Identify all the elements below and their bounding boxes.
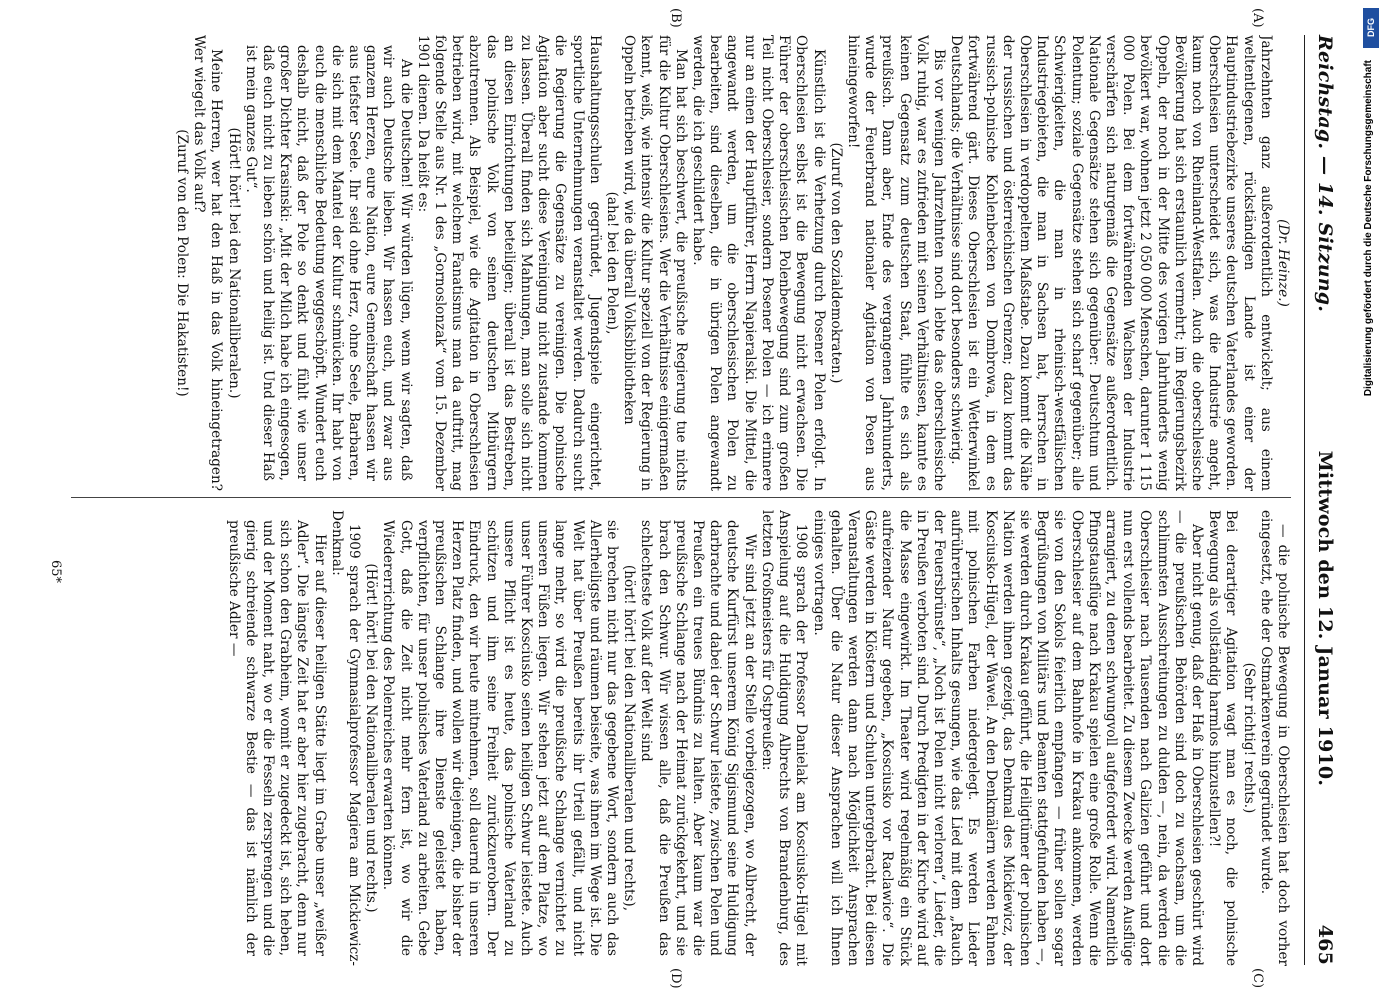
header-date: Mittwoch den 12. Januar 1910. xyxy=(1314,450,1336,787)
paragraph: 1908 sprach der Professor Danielak am Kosciusko-Hügel mit Anspielung auf die Huldigung Albrechts von Brandenburg, des letzten Großmeisters für Ostpreußen: xyxy=(758,510,810,966)
interjection: (Hört! hört! bei den Nationalliberalen und rechts.) xyxy=(363,563,380,913)
paragraph: 1909 sprach der Gymnasialprofessor Magiera am Mickiewicz-Denkmal: xyxy=(328,510,363,966)
margin-marker-d: (D) xyxy=(668,968,683,989)
right-column xyxy=(71,510,1291,966)
digitization-sidebar xyxy=(1359,8,1379,993)
paragraph: Bis vor wenigen Jahrzehnten noch lebte das oberschlesische Volk ruhig, war es zufrieden mit seinen Verhältnissen, kannte es keinen Gegensatz zum deutschen Staat, fühlte es sich als preußisch. Dann aber, Ende des vergangenen Jahrhunderts, wurde der Feuerbrand nationaler Agitation von Posen aus hineingeworfen! xyxy=(844,35,947,491)
paragraph: Künstlich ist die Verhetzung durch Posener Polen erfolgt. In Oberschlesien selbst ist die Bewegung nicht erwachsen. Die Führer der oberschlesischen Polenbewegung sind zum großen Teil nicht Oberschlesier, sondern Posener Polen — ich erinnere nur an einen der Hauptführer, Herrn Napieralski. Die Mittel, die angewandt werden, um die oberschlesischen Polen zu bearbeiten, sind dieselben, die in übrigen Polen angewandt werden, die ich geschildert habe. xyxy=(690,35,827,491)
quotation: Hier auf dieser heiligen Stätte liegt im Grabe unser „weißer Adler“. Die längste Zeit hat er aber hier zugebracht, denn nur sich schon den Grabheim, womit er zugedeckt ist, sich heben, und der Moment naht, wo er die Fesseln zersprengen und die gierig schreiende schwarze Bestie — das ist nämlich der preußische Adler — xyxy=(225,520,328,956)
header-left: Reichstag. — 14. Sitzung. xyxy=(1314,35,1336,313)
column-divider xyxy=(71,497,1291,498)
interjection: (hört! hört! bei den Nationalliberalen und rechts), xyxy=(621,564,638,912)
margin-marker-c: (C) xyxy=(1250,968,1265,989)
interjection: (Zuruf von den Sozialdemokraten.) xyxy=(827,142,844,384)
quotation: Wir sind jetzt an der Stelle vorbeigezogen, wo Albrecht, der deutsche Kurfürst unserem König Sigismund seine Huldigung darbrachte und dabei der Schwur leistete, zwischen Polen und Preußen ein treues Bündnis zu halten. Aber kaum war die preußische Schlange nach der Heimat zurückgekehrt, und sie brach den Schwur. Wir wissen alle, daß die Preußen das schlechteste Volk auf der Welt sind xyxy=(638,520,758,956)
paragraph: Aber nicht genug, daß der Haß in Oberschlesien geschürt wird — die preußischen Behörden sind doch zu wachsam, um die schlimmsten Ausschreitungen zu dulden —, nein, da werden die Oberschlesier nach Tausenden nach Galizien geführt und dort nun erst vollends bearbeitet. Zu diesem Zwecke werden Ausflüge arrangiert, zu denen schwungvoll aufgefordert wird. Namentlich Pfingstausflüge nach Krakau spielen eine große Rolle. Wenn die Oberschlesier auf dem Bahnhofe in Krakau ankommen, werden sie von den Sokols feierlich empfangen — früher sollen sogar Begrüßungen von Militärs und Beamten stattgefunden haben —, sie werden durch Krakau geführt, die Heiligtümer der polnischen Nation werden ihnen gezeigt, das Denkmal des Mickiewicz, der Kosciusko-Hügel, der Wawel. An den Denkmälern werden Fahnen mit polnischen Farben niedergelegt. Es werden Lieder aufrührerischen Inhalts gesungen, wie das Lied mit dem „Rauch der Feuersbrünste“, „Noch ist Polen nicht verloren“, Lieder, die in Preußen verboten sind. Durch Predigten in der Kirche wird auf die Masse eingewirkt. Im Theater wird regelmäßig ein Stück aufreizender Natur gegeben, „Kosciusko vor Raclawice“. Die Gäste werden in Klöstern und Schulen untergebracht. Bei diesen Veranstaltungen werden dann nach Möglichkeit Ansprachen gehalten. Über die Natur dieser Ansprachen will ich Ihnen einiges vortragen. xyxy=(810,510,1205,966)
left-column xyxy=(71,35,1291,491)
digitization-credit: Digitalisierung gefördert durch die Deutsche Forschungsgemeinschaft xyxy=(1363,60,1374,397)
interjection: (Sehr richtig! rechts.) xyxy=(1240,662,1257,814)
quotation: sie brechen nicht nur das gegebene Wort, sondern auch das Allerheiligste und räumen beiseite, was ihnen im Wege ist. Die Welt hat über Preußen bereits ihr Urteil gefällt, und nicht lange mehr, so wird die preußische Schlange vernichtet zu unseren Füßen liegen. Wir stehen jetzt auf dem Platze, wo unser Führer Kosciusko seinen heiligen Schwur leistete. Auch unsere Pflicht ist es heute, das polnische Vaterland zu schützen und ihm seine Freiheit zurückzuerobern. Der Eindruck, den wir heute mitnehmen, soll dauernd in unseren Herzen Platz finden, und wollen wir diejenigen, die bisher der preußischen Schlange ihre Dienste geleistet haben, verpflichten, für unser polnisches Vaterland zu arbeiten. Gebe Gott, daß die Zeit nicht mehr fern ist, wo wir die Wiedererrichtung des Polenreiches erwarten können. xyxy=(380,520,621,956)
paragraph: Meine Herren, wer hat den Haß in das Volk hineingetragen? Wer wiegelt das Volk auf? xyxy=(191,35,225,491)
paragraph: Man hat sich beschwert, die preußische Regierung tue nichts für die Kultur Oberschlesiens. Wer die Verhältnisse einigermaßen kennt, weiß, wie intensiv die Kultur speziell von der Regierung in Oppeln betrieben wird, wie da überall Volksbibliotheken xyxy=(621,35,689,491)
margin-marker-b: (B) xyxy=(668,8,683,28)
page-header xyxy=(1304,35,1345,965)
dfg-logo-icon: DFG xyxy=(1363,8,1379,48)
quotation: An die Deutschen! Wir würden lügen, wenn wir sagten, daß wir auch Deutsche lieben. Wir hassen euch, und zwar aus ganzem Herzen, eure Nation, eure Gemeinschaft hassen wir aus tiefster Seele. Ihr seid ohne Herz, ohne Seele, Barbaren, die sich mit dem Mantel der Kultur schmücken. Ihr habt von euch die menschliche Bedeutung weggeschöpft. Wundert euch deshalb nicht, daß der Pole so denkt und fühlt wie unser großer Dichter Krasinski: „Mit der Milch habe ich eingesogen, daß euch nicht zu lieben schön und heilig ist. Und dieser Haß ist mein ganzes Gut“. xyxy=(242,45,414,481)
paragraph: Bei derartiger Agitation wagt man es noch, die polnische Bewegung als vollständig harmlos hinzustellen?! xyxy=(1206,510,1240,966)
margin-marker-a: (A) xyxy=(1250,8,1265,28)
speaker-label: (Dr. Heinze.) xyxy=(1275,219,1291,307)
page-number: 465 xyxy=(1314,924,1336,965)
paragraph: Haushaltungsschulen gegründet, Jugendspiele eingerichtet, sportliche Unternehmungen veranstaltet werden. Dadurch sucht die Regierung die Gegensätze zu vereinigen. Die polnische Agitation aber sucht diese Vereinigung nicht zustande kommen zu lassen. Überall finden sich Mahnungen, man solle sich nicht an diesen Einrichtungen beteiligen; überall ist das Bestreben, das polnische Volk von seinen deutschen Mitbürgern abzutrennen. Als Beispiel, wie die Agitation in Oberschlesien betrieben wird, mit welchem Fanatismus man da auftritt, mag folgende Stelle aus Nr. 1 des „Gornoslonzak“ vom 15. Dezember 1901 dienen. Da heißt es: xyxy=(414,35,603,491)
page-signature: 65* xyxy=(48,560,63,584)
paragraph: Jahrzehnten ganz außerordentlich entwickelt; aus einem weltentlegenen, rückständigen Lande ist einer der Hauptindustriebezirke unseres deutschen Vaterlandes geworden. Oberschlesien unterscheidet sich, was die Industrie angeht, kaum noch von Rheinland-Westfalen. Auch die oberschlesische Bevölkerung hat sich erstaunlich vermehrt; im Regierungsbezirk Oppeln, der noch in der Mitte des vorigen Jahrhunderts wenig bevölkert war, wohnen jetzt 2 050 000 Menschen, darunter 1 115 000 Polen. Bei dem fortwährenden Wachsen der Industrie verschärfen sich naturgemäß die Gegensätze außerordentlich. Nationale Gegensätze stehen sich gegenüber: Deutschtum und Polentum; soziale Gegensätze stehen sich scharf gegenüber; alle Schwierigkeiten, die man in rheinisch-westfälischen Industriegebieten, die man in Sachsen hat, herrschen in Oberschlesien in verdoppeltem Maßstabe. Dazu kommt die Nähe der russischen und österreichischen Grenzen; dazu kommt das russisch-polnische Kohlenbecken von Dombrowa, in dem es fortwährend gärt. Dieses Oberschlesien ist ein Wetterwinkel Deutschlands; die Verhältnisse sind dort besonders schwierig. xyxy=(948,35,1274,491)
paragraph: — die polnische Bewegung in Oberschlesien hat doch vorher eingesetzt, ehe der Ostmarkenverein gegründet wurde. xyxy=(1257,510,1291,966)
interjection: (Hört! hört! bei den Nationalliberalen.) xyxy=(225,127,242,399)
interjection: (Zuruf von den Polen: Die Hakatisten!) xyxy=(174,129,190,397)
interjection: (aha! bei den Polen), xyxy=(604,191,621,335)
